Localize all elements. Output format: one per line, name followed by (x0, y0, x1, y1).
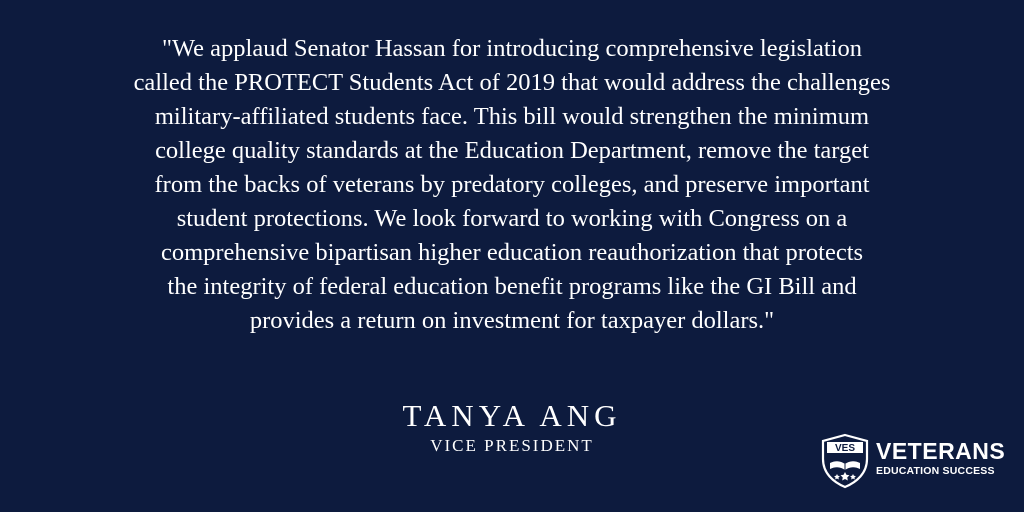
quote-line: college quality standards at the Education Department, remove the target (155, 137, 869, 164)
organization-logo (818, 433, 1008, 489)
logo-wordmark (876, 439, 1005, 478)
quote-line: comprehensive bipartisan higher education reauthorization that protects (160, 239, 864, 266)
quote-line: from the backs of veterans by predatory colleges, and preserve important (154, 171, 870, 198)
quote-text (30, 32, 994, 338)
quote-line: "We applaud Senator Hassan for introducing comprehensive legislation (162, 35, 862, 62)
attribution (262, 398, 762, 456)
speaker-name: TANYA ANG (402, 398, 622, 433)
quote-line: provides a return on investment for taxpayer dollars." (249, 307, 775, 334)
quote-line: student protections. We look forward to working with Congress on a (176, 205, 848, 232)
quote-line: military-affiliated students face. This bill would strengthen the minimum (154, 103, 870, 130)
speaker-title: VICE PRESIDENT (430, 436, 594, 455)
logo-subtitle: EDUCATION SUCCESS (876, 465, 995, 477)
shield-book-stars-icon (818, 433, 872, 489)
quote-line: called the PROTECT Students Act of 2019 that would address the challenges (133, 69, 891, 96)
logo-title: VETERANS (876, 438, 1006, 464)
quote-line: the integrity of federal education benefit programs like the GI Bill and (167, 273, 857, 300)
logo-mark-text: VES (834, 443, 856, 454)
